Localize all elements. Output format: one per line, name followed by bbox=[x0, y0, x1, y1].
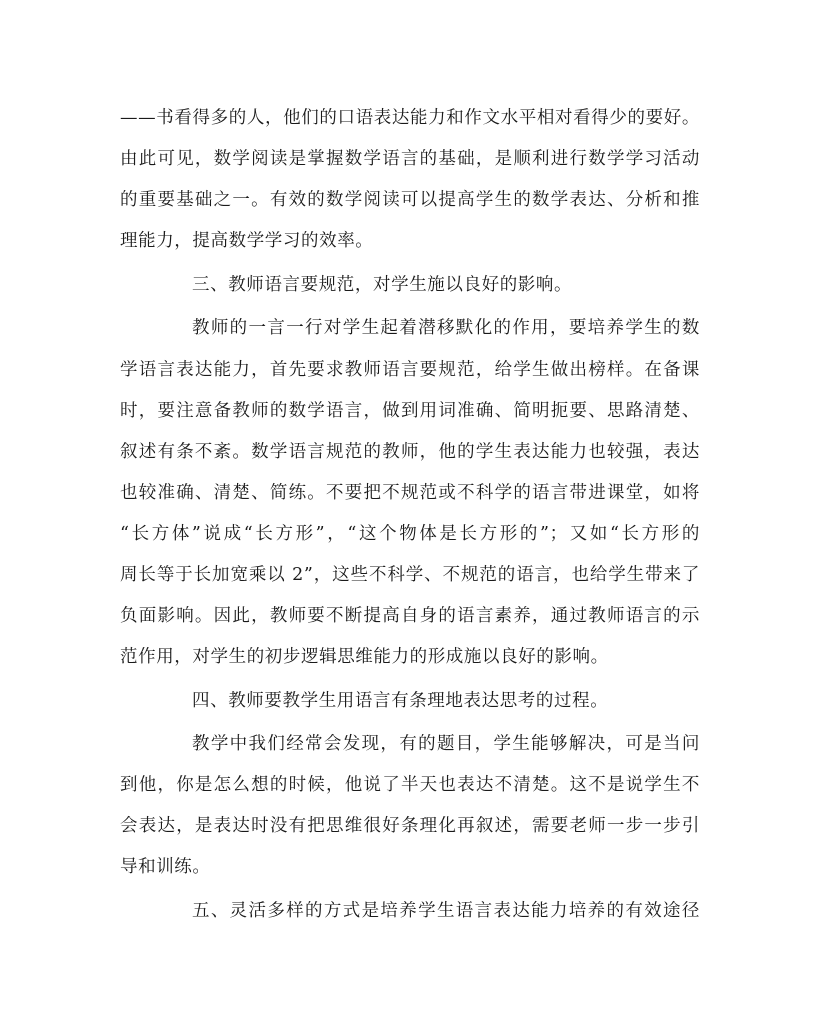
text-line-12: 周长等于长加宽乘以 2”，这些不科学、不规范的语言，也给学生带来了 bbox=[120, 565, 700, 585]
text-line-2: 由此可见，数学阅读是掌握数学语言的基础，是顺利进行数学学习活动 bbox=[120, 149, 700, 169]
section-heading-5: 五、灵活多样的方式是培养学生语言表达能力培养的有效途径 bbox=[192, 901, 700, 921]
text-line-8: 时，要注意备教师的数学语言，做到用词准确、简明扼要、思路清楚、 bbox=[120, 401, 700, 421]
text-line-19: 导和训练。 bbox=[120, 857, 211, 877]
text-line-3: 的重要基础之一。有效的数学阅读可以提高学生的数学表达、分析和推 bbox=[120, 190, 700, 210]
text-line-9: 叙述有条不紊。数学语言规范的教师，他的学生表达能力也较强，表达 bbox=[120, 442, 700, 462]
text-line-6: 教师的一言一行对学生起着潜移默化的作用，要培养学生的数 bbox=[192, 318, 700, 338]
text-line-4: 理能力，提高数学学习的效率。 bbox=[120, 231, 374, 251]
text-line-18: 会表达，是表达时没有把思维很好条理化再叙述，需要老师一步一步引 bbox=[120, 816, 700, 836]
text-line-11: “长方体”说成“长方形”，“这个物体是长方形的”；又如“长方形的 bbox=[120, 524, 700, 544]
text-line-14: 范作用，对学生的初步逻辑思维能力的形成施以良好的影响。 bbox=[120, 647, 609, 667]
text-line-17: 到他，你是怎么想的时候，他说了半天也表达不清楚。这不是说学生不 bbox=[120, 775, 700, 795]
text-line-13: 负面影响。因此，教师要不断提高自身的语言素养，通过教师语言的示 bbox=[120, 606, 700, 626]
text-line-16: 教学中我们经常会发现，有的题目，学生能够解决，可是当问 bbox=[192, 734, 700, 754]
section-heading-4: 四、教师要教学生用语言有条理地表达思考的过程。 bbox=[192, 691, 609, 711]
section-heading-3: 三、教师语言要规范，对学生施以良好的影响。 bbox=[192, 275, 573, 295]
text-line-7: 学语言表达能力，首先要求教师语言要规范，给学生做出榜样。在备课 bbox=[120, 360, 700, 380]
text-line-1: ——书看得多的人，他们的口语表达能力和作文水平相对看得少的要好。 bbox=[120, 108, 700, 128]
text-line-10: 也较准确、清楚、简练。不要把不规范或不科学的语言带进课堂，如将 bbox=[120, 483, 700, 503]
